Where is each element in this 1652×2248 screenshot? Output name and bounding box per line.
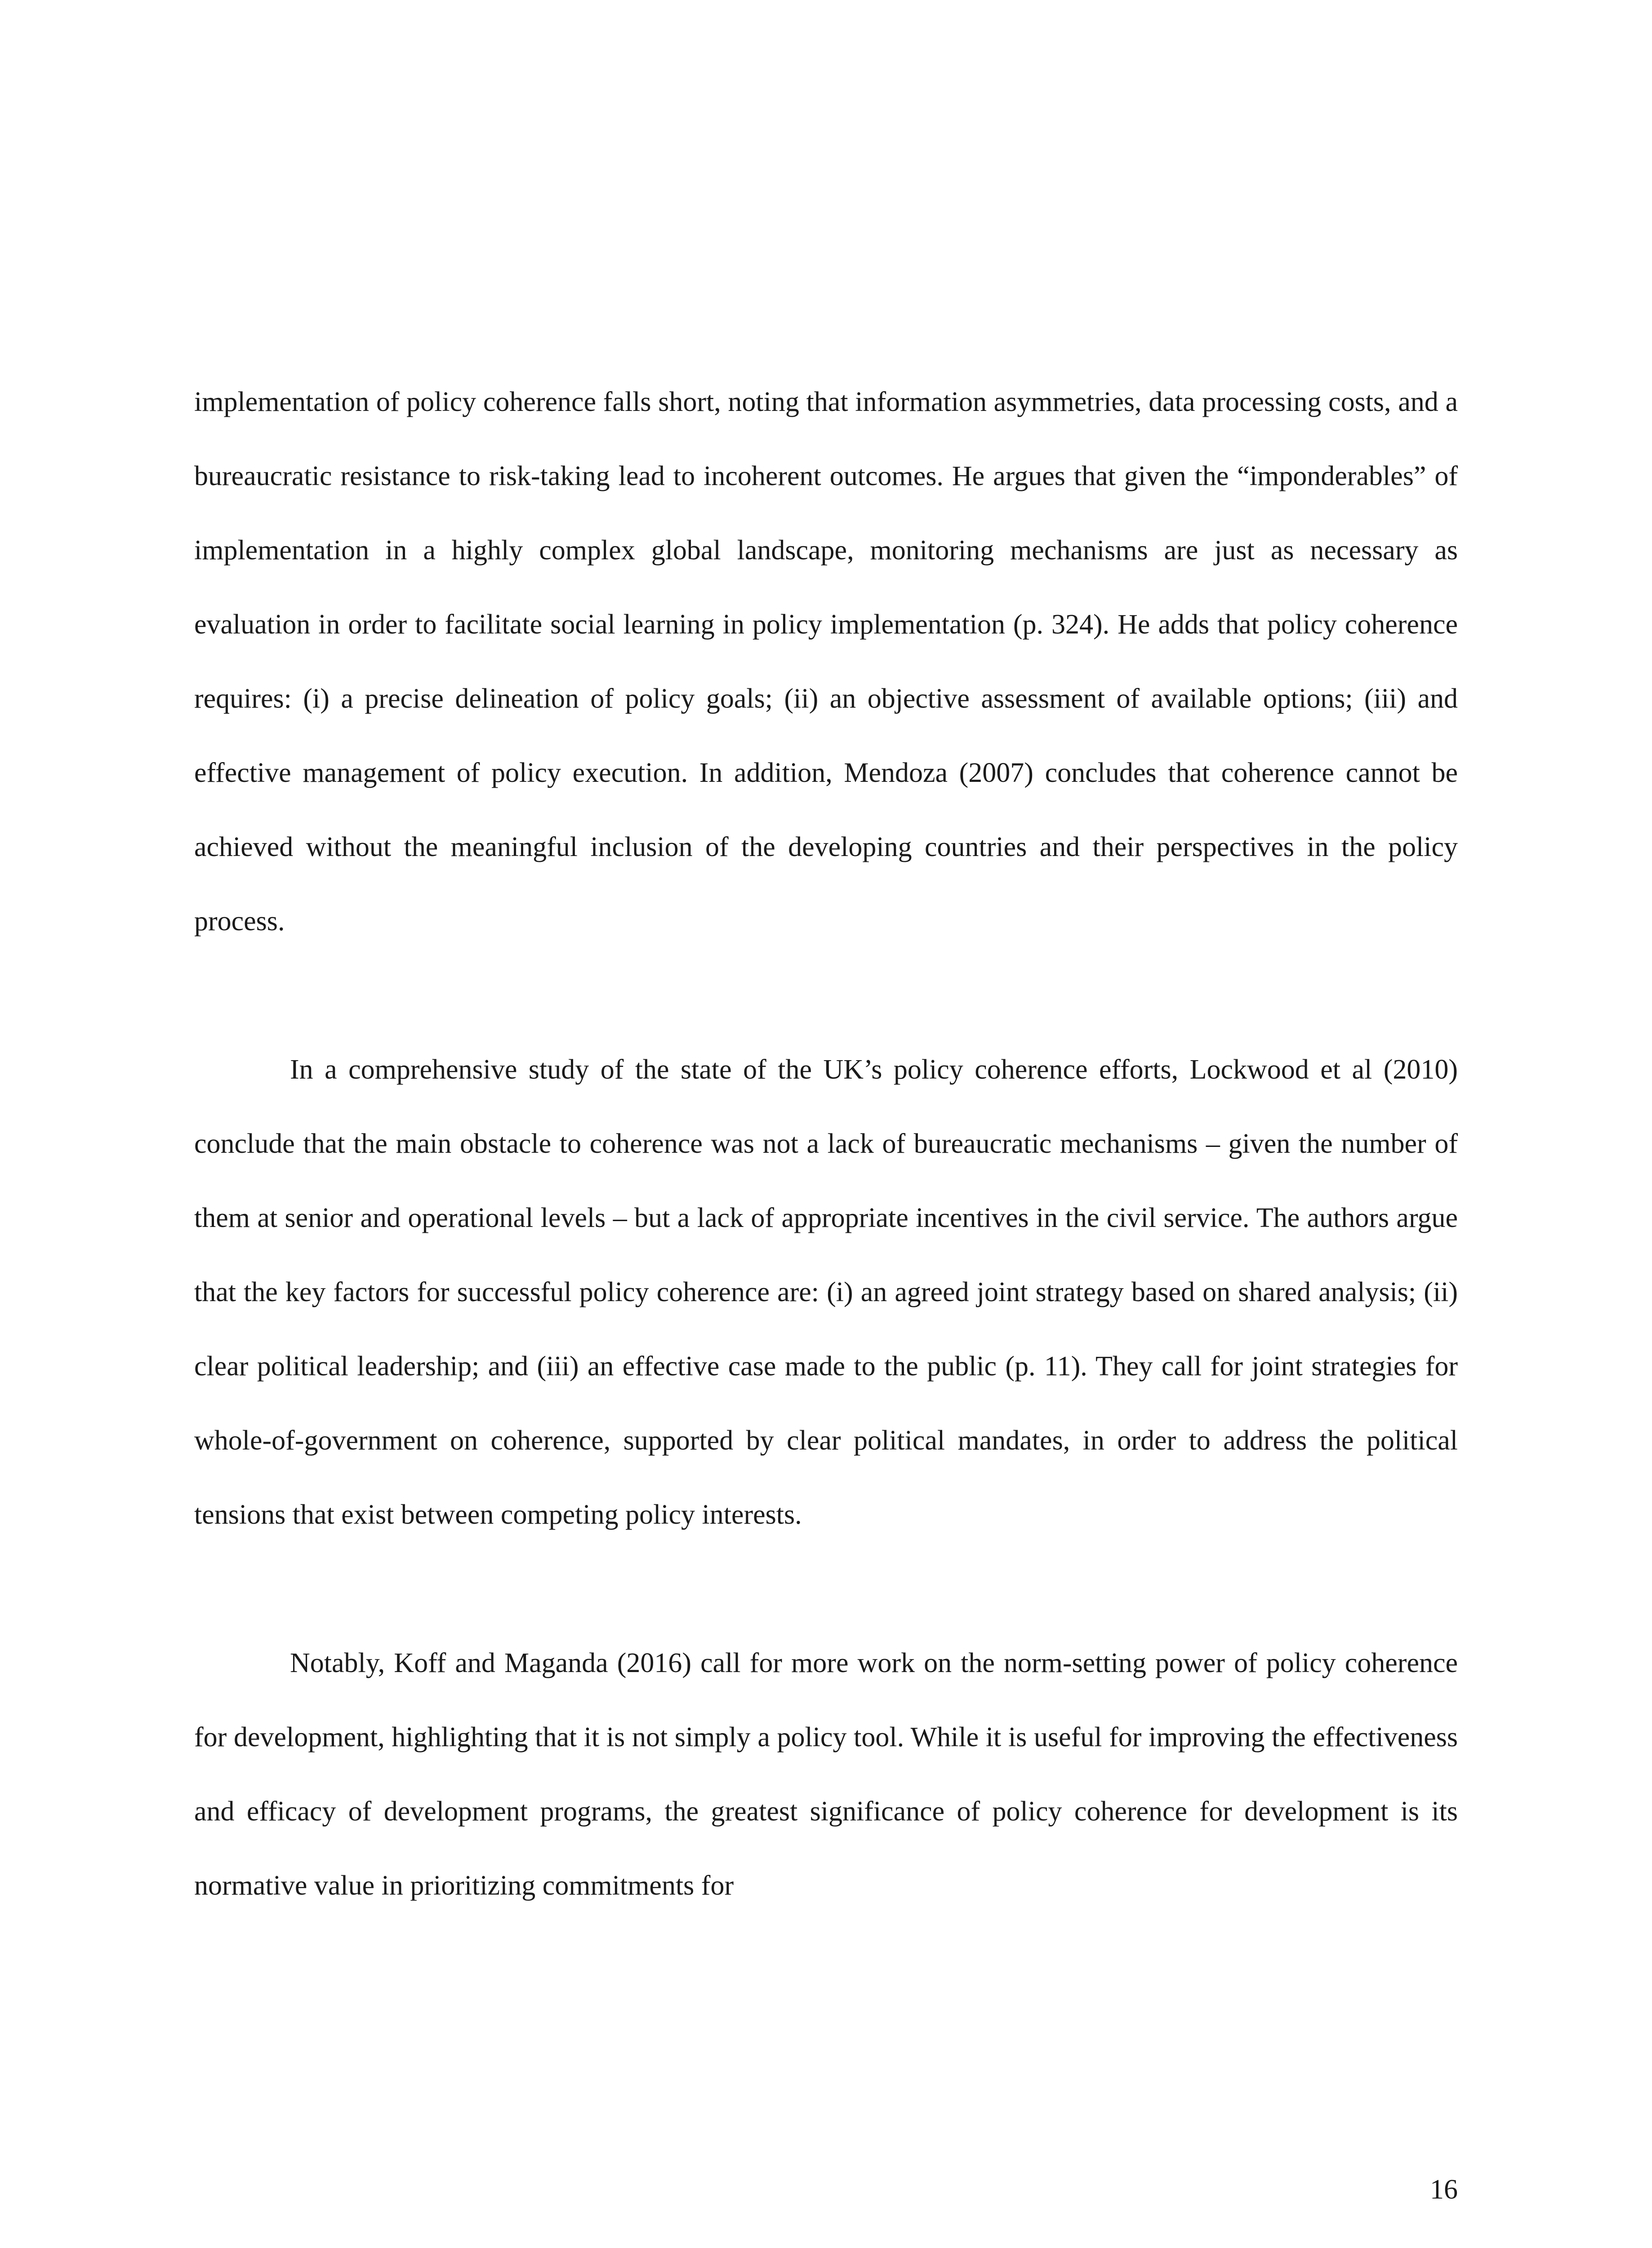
page-body [194, 365, 1458, 1923]
paragraph-norm-setting-power: Notably, Koff and Maganda (2016) call for more work on the norm-setting power of policy coherence for development, highlighting that it is not simply a policy tool. While it is useful for improving the effectiveness and efficacy of development programs, the greatest significance of policy coherence for development is its normative value in prioritizing commitments for [194, 1648, 1458, 1901]
page-number: 16 [1430, 2174, 1458, 2205]
paragraph-uk-policy-coherence: In a comprehensive study of the state of the UK’s policy coherence efforts, Lockwood et al (2010) conclude that the main obstacle to coherence was not a lack of bureaucratic mechanisms – given the number of them at senior and operational levels – but a lack of appropriate incentives in the civil service. The authors argue that the key factors for successful policy coherence are: (i) an agreed joint strategy based on shared analysis; (ii) clear political leadership; and (iii) an effective case made to the public (p. 11). They call for joint strategies for whole-of-government on coherence, supported by clear political mandates, in order to address the political tensions that exist between competing policy interests. [194, 1054, 1458, 1530]
paragraph-implementation-coherence: implementation of policy coherence falls short, noting that information asymmetries, data processing costs, and a bureaucratic resistance to risk-taking lead to incoherent outcomes. He argues that given the “imponderables” of implementation in a highly complex global landscape, monitoring mechanisms are just as necessary as evaluation in order to facilitate social learning in policy implementation (p. 324). He adds that policy coherence requires: (i) a precise delineation of policy goals; (ii) an objective assessment of available options; (iii) and effective management of policy execution. In addition, Mendoza (2007) concludes that coherence cannot be achieved without the meaningful inclusion of the developing countries and their perspectives in the policy process. [194, 387, 1458, 937]
